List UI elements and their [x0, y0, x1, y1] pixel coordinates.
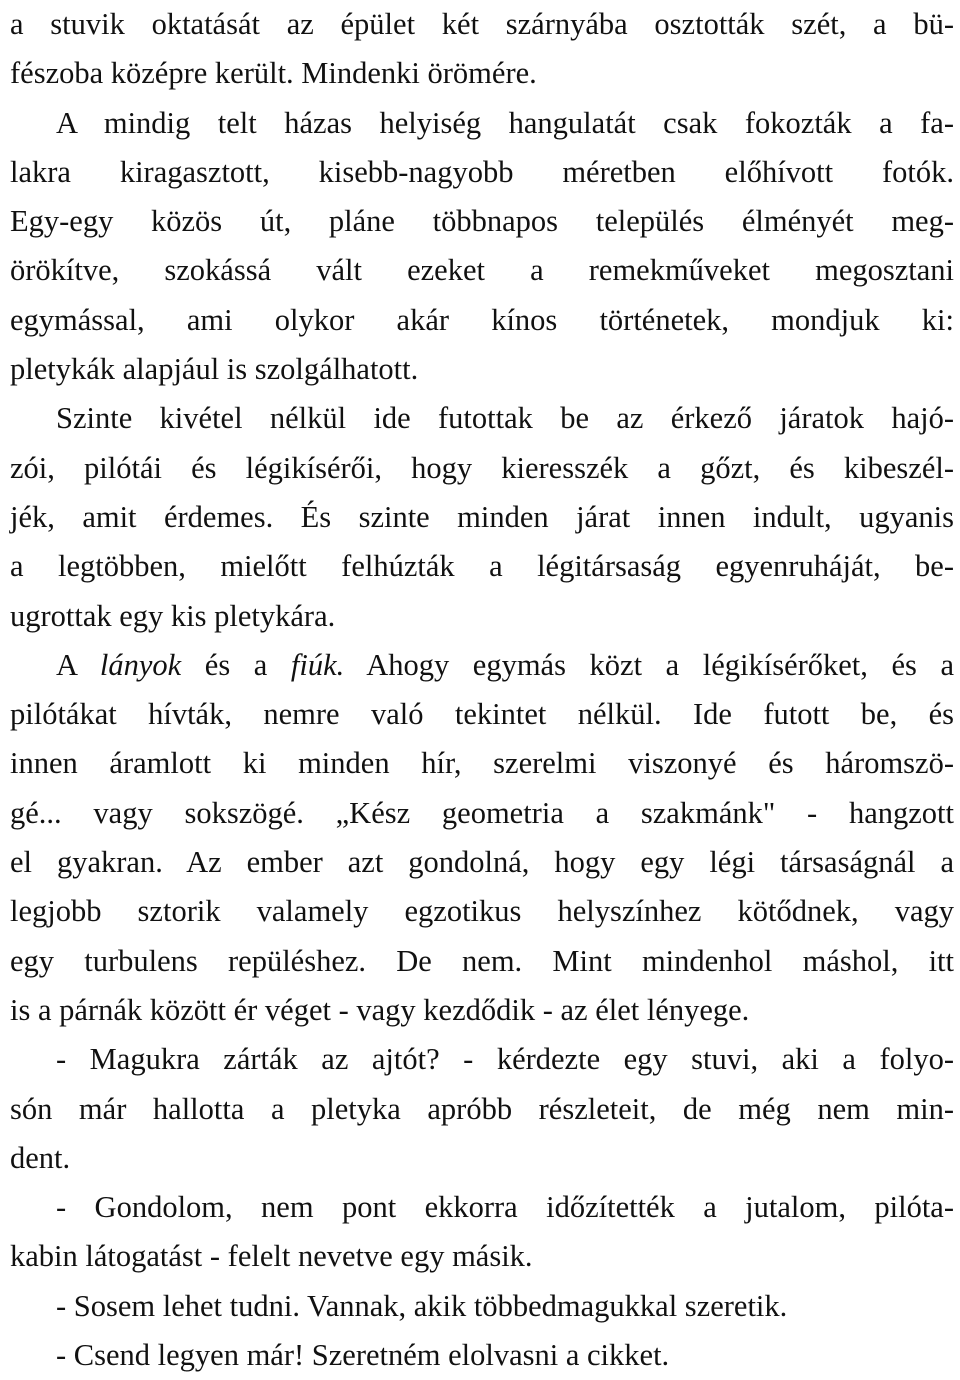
text-line: innen áramlott ki minden hír, szerelmi viszonyé és háromszö-: [10, 746, 954, 781]
italic-term: fiúk.: [290, 647, 345, 682]
text-line: - Magukra zárták az ajtót? - kérdezte egy stuvi, aki a folyo-: [56, 1042, 954, 1077]
text-line: gé... vagy sokszögé. „Kész geometria a szakmánk" - hangzott: [10, 795, 954, 830]
text-line: egymással, ami olykor akár kínos történetek, mondjuk ki:: [10, 302, 954, 337]
text-line: - Gondolom, nem pont ekkorra időzítették a jutalom, pilóta-: [56, 1190, 954, 1225]
text-line: a stuvik oktatását az épület két szárnyába osztották szét, a bü-: [10, 7, 954, 41]
text-line: A mindig telt házas helyiség hangulatát csak fokozták a fa-: [56, 105, 954, 140]
text-segment: és a: [181, 647, 291, 682]
text-line: a legtöbben, mielőtt felhúzták a légitársaság egyenruháját, be-: [10, 549, 954, 584]
text-line: - Sosem lehet tudni. Vannak, akik többedmagukkal szeretik.: [56, 1288, 788, 1323]
text-line: - Csend legyen már! Szeretném elolvasni a cikket.: [56, 1338, 670, 1373]
body-text: [10, 0, 954, 1380]
text-segment: A: [56, 647, 100, 682]
text-line: són már hallotta a pletyka apróbb részleteit, de még nem min-: [10, 1091, 954, 1126]
text-line: fészoba középre került. Mindenki örömére.: [10, 56, 537, 91]
text-line: pilótákat hívták, nemre való tekintet nélkül. Ide futott be, és: [10, 697, 954, 732]
text-line: örökítve, szokássá vált ezeket a remekműveket megosztani: [10, 253, 954, 288]
italic-term: lányok: [99, 647, 182, 682]
text-line: egy turbulens repüléshez. De nem. Mint mindenhol máshol, itt: [10, 943, 954, 978]
text-line: Szinte kivétel nélkül ide futottak be az érkező járatok hajó-: [56, 401, 954, 436]
text-line: dent.: [10, 1140, 71, 1175]
text-line: legjobb sztorik valamely egzotikus helyszínhez kötődnek, vagy: [10, 894, 954, 929]
text-line: [10, 641, 954, 690]
text-line: el gyakran. Az ember azt gondolná, hogy egy légi társaságnál a: [10, 845, 954, 880]
text-line: is a párnák között ér véget - vagy kezdődik - az élet lényege.: [10, 992, 750, 1027]
text-line: ugrottak egy kis pletykára.: [10, 598, 336, 633]
text-line: pletykák alapjául is szolgálhatott.: [10, 352, 419, 387]
text-segment: Ahogy egymás közt a légikísérőket, és a: [344, 647, 954, 682]
text-line: kabin látogatást - felelt nevetve egy másik.: [10, 1239, 533, 1274]
text-line: jék, amit érdemes. És szinte minden járat innen indult, ugyanis: [10, 499, 954, 534]
text-line: zói, pilótái és légikísérői, hogy kieresszék a gőzt, és kibeszél-: [10, 450, 954, 485]
text-line: lakra kiragasztott, kisebb-nagyobb méretben előhívott fotók.: [10, 154, 954, 189]
text-line: Egy-egy közös út, pláne többnapos település élményét meg-: [10, 204, 954, 239]
